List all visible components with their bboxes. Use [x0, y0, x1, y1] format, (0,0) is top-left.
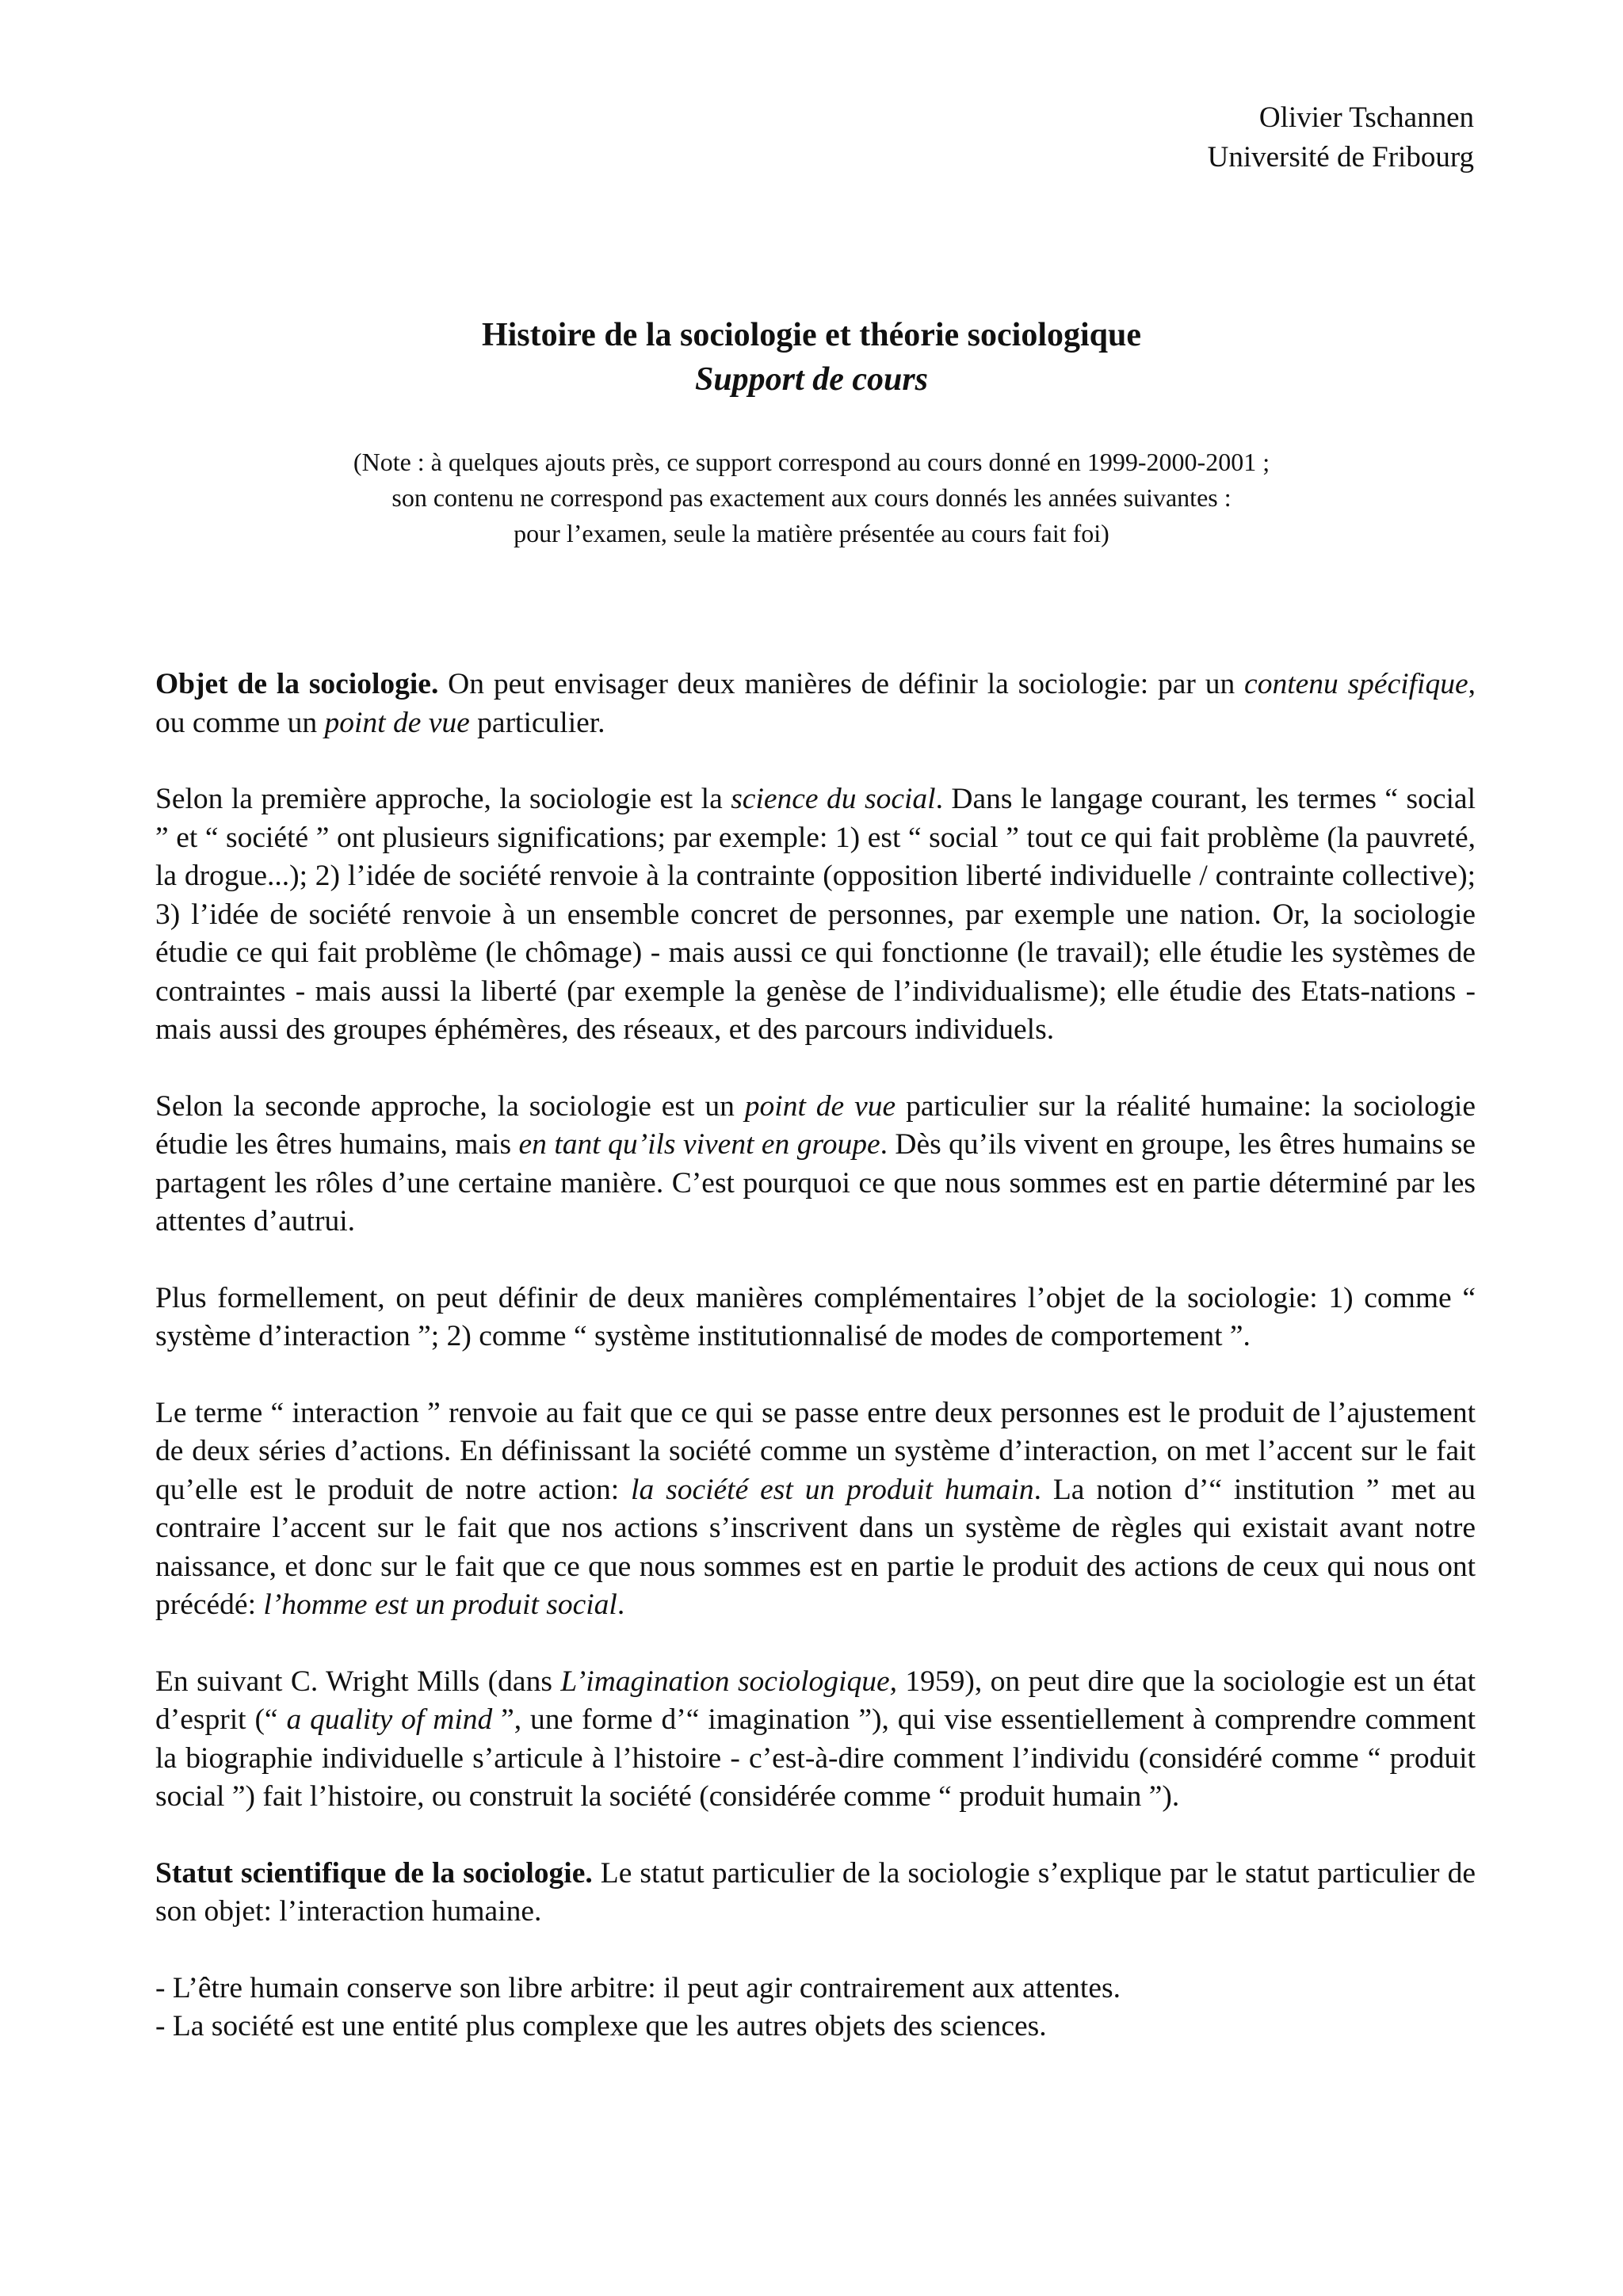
emphasis: L’imagination sociologique, [560, 1665, 897, 1698]
paragraph-text: particulier sur la réalité humaine: la sociologie étudie les êtres humains, mais [155, 1089, 1476, 1161]
section-heading-objet: Objet de la sociologie. [155, 668, 439, 700]
paragraph-seconde-approche [155, 1088, 1476, 1241]
paragraph-text: . Dans le langage courant, les termes “ social ” et “ société ” ont plusieurs significations; par exemple: 1) est “ social ” tout ce qui fait problème (la pauvreté, la drogue...); 2) l’idée de société renvoie à la contrainte (opposition liberté individuelle / contrainte collective); 3) l’idée de société renvoie à un ensemble concret de personnes, par exemple une nation. Or, la sociologie étudie ce qui fait problème (le chômage) - mais aussi ce qui fonctionne (le travail); elle étudie les systèmes de contraintes - mais aussi la liberté (par exemple la genèse de l’individualisme); elle étudie des Etats-nations - mais aussi des groupes éphémères, des réseaux, et des parcours individuels. [155, 783, 1476, 1046]
emphasis: point de vue [744, 1089, 896, 1123]
note-line: pour l’examen, seule la matière présentée au cours fait foi) [514, 519, 1109, 547]
paragraph-text: . [617, 1589, 625, 1621]
paragraph-text: . La notion d’“ institution ” met au contraire l’accent sur le fait que nos actions s’inscrivent dans un système de règles qui existait avant notre naissance, et donc sur le fait que ce que nous sommes est en partie le produit des actions de ceux qui nous ont précédé: [155, 1473, 1476, 1621]
title-block [0, 313, 1623, 402]
emphasis: en tant qu’ils vivent en groupe [518, 1128, 880, 1161]
paragraph-text: En suivant C. Wright Mills (dans [155, 1665, 561, 1698]
list-item: - La société est une entité plus complexe que les autres objets des sciences. [155, 2010, 1047, 2042]
paragraph-mills [155, 1663, 1476, 1817]
paragraph-statut [155, 1855, 1476, 1932]
paragraph-text: , ou comme un [155, 668, 1476, 739]
document-subtitle: Support de cours [694, 361, 929, 398]
note-line: (Note : à quelques ajouts près, ce support correspond au cours donné en 1999-2000-2001 ; [353, 448, 1270, 476]
paragraph-text: . Dès qu’ils vivent en groupe, les êtres humains se partagent les rôles d’une certaine manière. C’est pourquoi ce que nous sommes est en partie déterminé par les attentes d’autrui. [155, 1128, 1476, 1238]
emphasis: a quality of mind [286, 1703, 493, 1736]
document-title: Histoire de la sociologie et théorie sociologique [481, 317, 1142, 353]
emphasis: contenu spécifique [1244, 668, 1468, 700]
institution-name: Université de Fribourg [1207, 141, 1474, 174]
emphasis: point de vue [324, 706, 470, 739]
paragraph-premiere-approche [155, 780, 1476, 1050]
paragraph-text: 1959), on peut dire que la sociologie est un état d’esprit (“ [155, 1665, 1476, 1736]
paragraph-text: particulier. [469, 706, 605, 739]
paragraph-objet [155, 666, 1476, 742]
paragraph-text: Le terme “ interaction ” renvoie au fait que ce qui se passe entre deux personnes est le produit de l’ajustement de deux séries d’actions. En définissant la société comme un système d’interaction, on met l’accent sur le fait qu’elle est le produit de notre action: [155, 1396, 1476, 1506]
paragraph-text: Selon la seconde approche, la sociologie est un [155, 1089, 745, 1123]
paragraph-interaction [155, 1394, 1476, 1625]
bullet-list [155, 1970, 1476, 2046]
paragraph-text: On peut envisager deux manières de définir la sociologie: par un [438, 668, 1245, 700]
paragraph-text: Plus formellement, on peut définir de deux manières complémentaires l’objet de la sociologie: 1) comme “ système d’interaction ”; 2) comme “ système institutionnalisé de modes de comportement ”. [155, 1281, 1476, 1352]
course-note [0, 444, 1623, 551]
emphasis: l’homme est un produit social [263, 1589, 617, 1621]
paragraph-text: Le statut particulier de la sociologie s’explique par le statut particulier de son objet: l’interaction humaine. [155, 1856, 1476, 1928]
note-line: son contenu ne correspond pas exactement aux cours donnés les années suivantes : [391, 483, 1232, 512]
emphasis: la société est un produit humain [631, 1473, 1034, 1506]
document-body [155, 666, 1476, 2046]
paragraph-formellement [155, 1280, 1476, 1356]
paragraph-text: ”, une forme d’“ imagination ”), qui vise essentiellement à comprendre comment la biographie individuelle s’articule à l’histoire - c’est-à-dire comment l’individu (considéré comme “ produit social ”) fait l’histoire, ou construit la société (considérée comme “ produit humain ”). [155, 1703, 1476, 1813]
paragraph-text: Selon la première approche, la sociologie est la [155, 783, 731, 815]
emphasis: science du social [731, 783, 936, 815]
author-name: Olivier Tschannen [1258, 101, 1474, 134]
author-block [1208, 98, 1474, 177]
section-heading-statut: Statut scientifique de la sociologie. [155, 1856, 593, 1890]
list-item: - L’être humain conserve son libre arbitre: il peut agir contrairement aux attentes. [155, 1971, 1121, 2004]
